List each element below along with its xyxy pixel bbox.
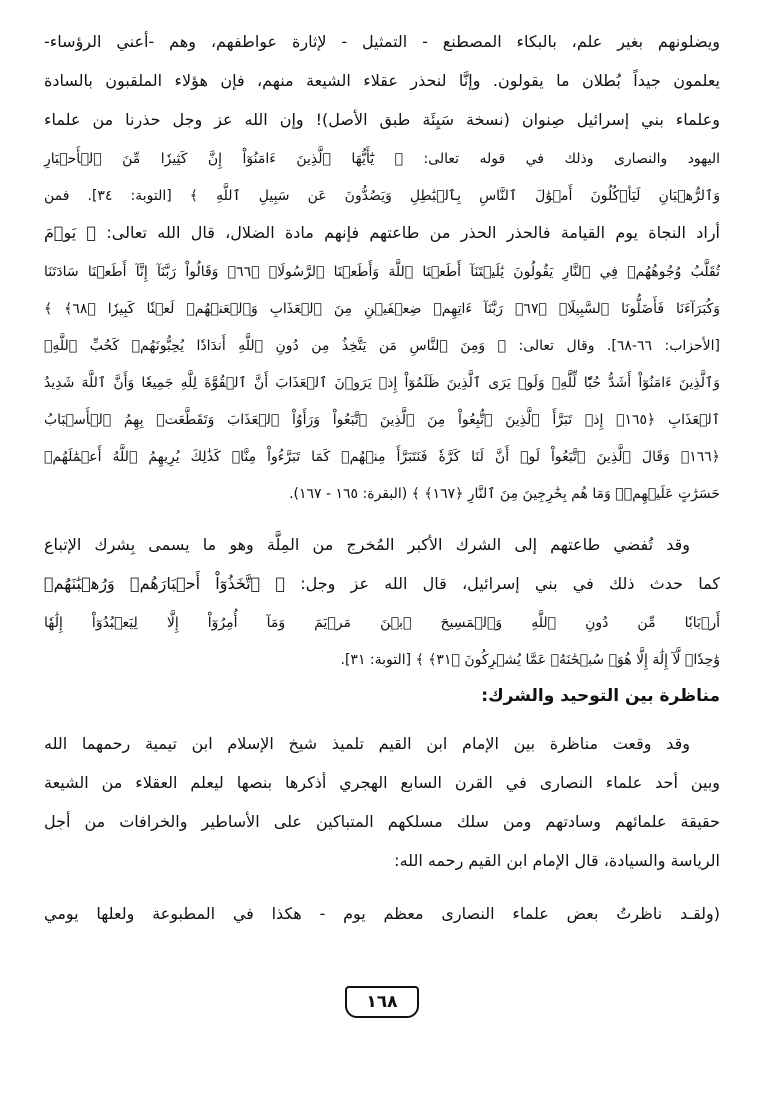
text-line: اليهود والنصارى وذلك في قوله تعالى: ﴿ يَٰٓأَيُّهَا ٱلَّذِينَ ءَامَنُوٓاْ إِنَّ كَثِيرٗا مِّنَ ٱلۡأَحۡبَارِ (44, 151, 720, 167)
text-line: (ولقـد ناظرتُ بعض علماء النصارى معظم يوم - هكذا في المطبوعة ولعلها يومي (44, 904, 720, 923)
text-line: كما حدث ذلك في بني إسرائيل، قال الله عز وجل: ﴿ ٱتَّخَذُوٓاْ أَحۡبَارَهُمۡ وَرُهۡبَٰنَهُمۡ (44, 574, 720, 593)
text-line: حقيقة علمائهم وسادتهم ومن سلك مسلكهم المتباكين على الأساطير والخرافات من أجل (44, 812, 720, 831)
page-number: ١٦٨ (345, 986, 419, 1018)
section-heading: مناظرة بين التوحيد والشرك: (481, 686, 720, 706)
text-line: أراد النجاة يوم القيامة فالحذر الحذر من طاعتهم فإنهم مادة الضلال، قال الله تعالى: ﴿ يَوۡمَ (44, 223, 720, 242)
quran-line: وَٰحِدٗاۖ لَّآ إِلَٰهَ إِلَّا هُوَۚ سُبۡحَٰنَهُۥ عَمَّا يُشۡرِكُونَ ﴿٣١﴾ ﴾ [التوبة: ٣١]. (340, 652, 720, 668)
quran-line: وَٱلرُّهۡبَانِ لَيَأۡكُلُونَ أَمۡوَٰلَ ٱلنَّاسِ بِٱلۡبَٰطِلِ وَيَصُدُّونَ عَن سَبِيلِ ٱللَّهِ ﴾ [التوبة: ٣٤]. فمن (44, 188, 720, 204)
quran-line: حَسَرَٰتٍ عَلَيۡهِمۡۖ وَمَا هُم بِخَٰرِجِينَ مِنَ ٱلنَّارِ ﴿١٦٧﴾ ﴾ (البقرة: ١٦٥ - ١٦٧). (289, 486, 720, 502)
quran-line: تُقَلَّبُ وُجُوهُهُمۡ فِي ٱلنَّارِ يَقُولُونَ يَٰلَيۡتَنَآ أَطَعۡنَا ٱللَّهَ وَأَطَعۡنَا ٱلرَّسُولَا۠ ﴿٦٦﴾ وَقَالُواْ رَبَّنَآ إِنَّآ أَطَعۡنَا سَادَتَنَا (44, 264, 720, 280)
text-line: وعلماء بني إسرائيل صِنوان (نسخة سَيِئَة طبق الأصل)! وإن الله عز وجل حذرنا من علماء (44, 110, 720, 129)
text-line: الرياسة والسيادة، قال الإمام ابن القيم رحمه الله: (394, 851, 720, 870)
text-line: وقد تُفضي طاعتهم إلى الشرك الأكبر المُخرج من المِلَّة وهو ما يسمى بِشرك الإتباع (44, 535, 690, 554)
quran-line: وَٱلَّذِينَ ءَامَنُوٓاْ أَشَدُّ حُبّٗا لِّلَّهِۗ وَلَوۡ يَرَى ٱلَّذِينَ ظَلَمُوٓاْ إِذۡ يَرَوۡنَ ٱلۡعَذَابَ أَنَّ ٱلۡقُوَّةَ لِلَّهِ جَمِيعٗا وَأَنَّ ٱللَّهَ شَدِيدُ (44, 375, 720, 391)
text-line: وبين أحد علماء النصارى في القرن السابع الهجري أذكرها بنصها ليعلم العقلاء من الشيعة (44, 773, 720, 792)
text-line: وقد وقعت مناظرة بين الإمام ابن القيم تلميذ شيخ الإسلام ابن تيمية رحمهما الله (44, 734, 690, 753)
quran-line: ﴿١٦٦﴾ وَقَالَ ٱلَّذِينَ ٱتَّبَعُواْ لَوۡ أَنَّ لَنَا كَرَّةٗ فَنَتَبَرَّأَ مِنۡهُمۡ كَمَا تَبَرَّءُواْ مِنَّاۗ كَذَٰلِكَ يُرِيهِمُ ٱللَّهُ أَعۡمَٰلَهُمۡ (44, 449, 720, 465)
quran-line: وَكُبَرَآءَنَا فَأَضَلُّونَا ٱلسَّبِيلَا۠ ﴿٦٧﴾ رَبَّنَآ ءَاتِهِمۡ ضِعۡفَيۡنِ مِنَ ٱلۡعَذَابِ وَٱلۡعَنۡهُمۡ لَعۡنٗا كَبِيرٗا ﴿٦٨﴾ ﴾ (44, 301, 721, 317)
text-line: ويضلونهم بغير علم، بالبكاء المصطنع - التمثيل - لإثارة عواطفهم، وهم -أعني الرؤساء- (44, 32, 720, 51)
quran-line: ٱلۡعَذَابِ ﴿١٦٥﴾ إِذۡ تَبَرَّأَ ٱلَّذِينَ ٱتُّبِعُواْ مِنَ ٱلَّذِينَ ٱتَّبَعُواْ وَرَأَوُاْ ٱلۡعَذَابَ وَتَقَطَّعَتۡ بِهِمُ ٱلۡأَسۡبَابُ (44, 412, 720, 428)
quran-line: [الأحزاب: ٦٦-٦٨]. وقال تعالى: ﴿ وَمِنَ ٱلنَّاسِ مَن يَتَّخِذُ مِن دُونِ ٱللَّهِ أَندَادٗا يُحِبُّونَهُمۡ كَحُبِّ ٱللَّهِۖ (44, 338, 720, 354)
text-line: يعلمون جيداً بُطلان ما يقولون. وإنَّا لنحذر عقلاء الشيعة منهم، فإن هؤلاء الملقبون بالسادة (44, 71, 720, 90)
quran-line: أَرۡبَابٗا مِّن دُونِ ٱللَّهِ وَٱلۡمَسِيحَ ٱبۡنَ مَرۡيَمَ وَمَآ أُمِرُوٓاْ إِلَّا لِيَعۡبُدُوٓاْ إِلَٰهٗا (44, 615, 720, 631)
